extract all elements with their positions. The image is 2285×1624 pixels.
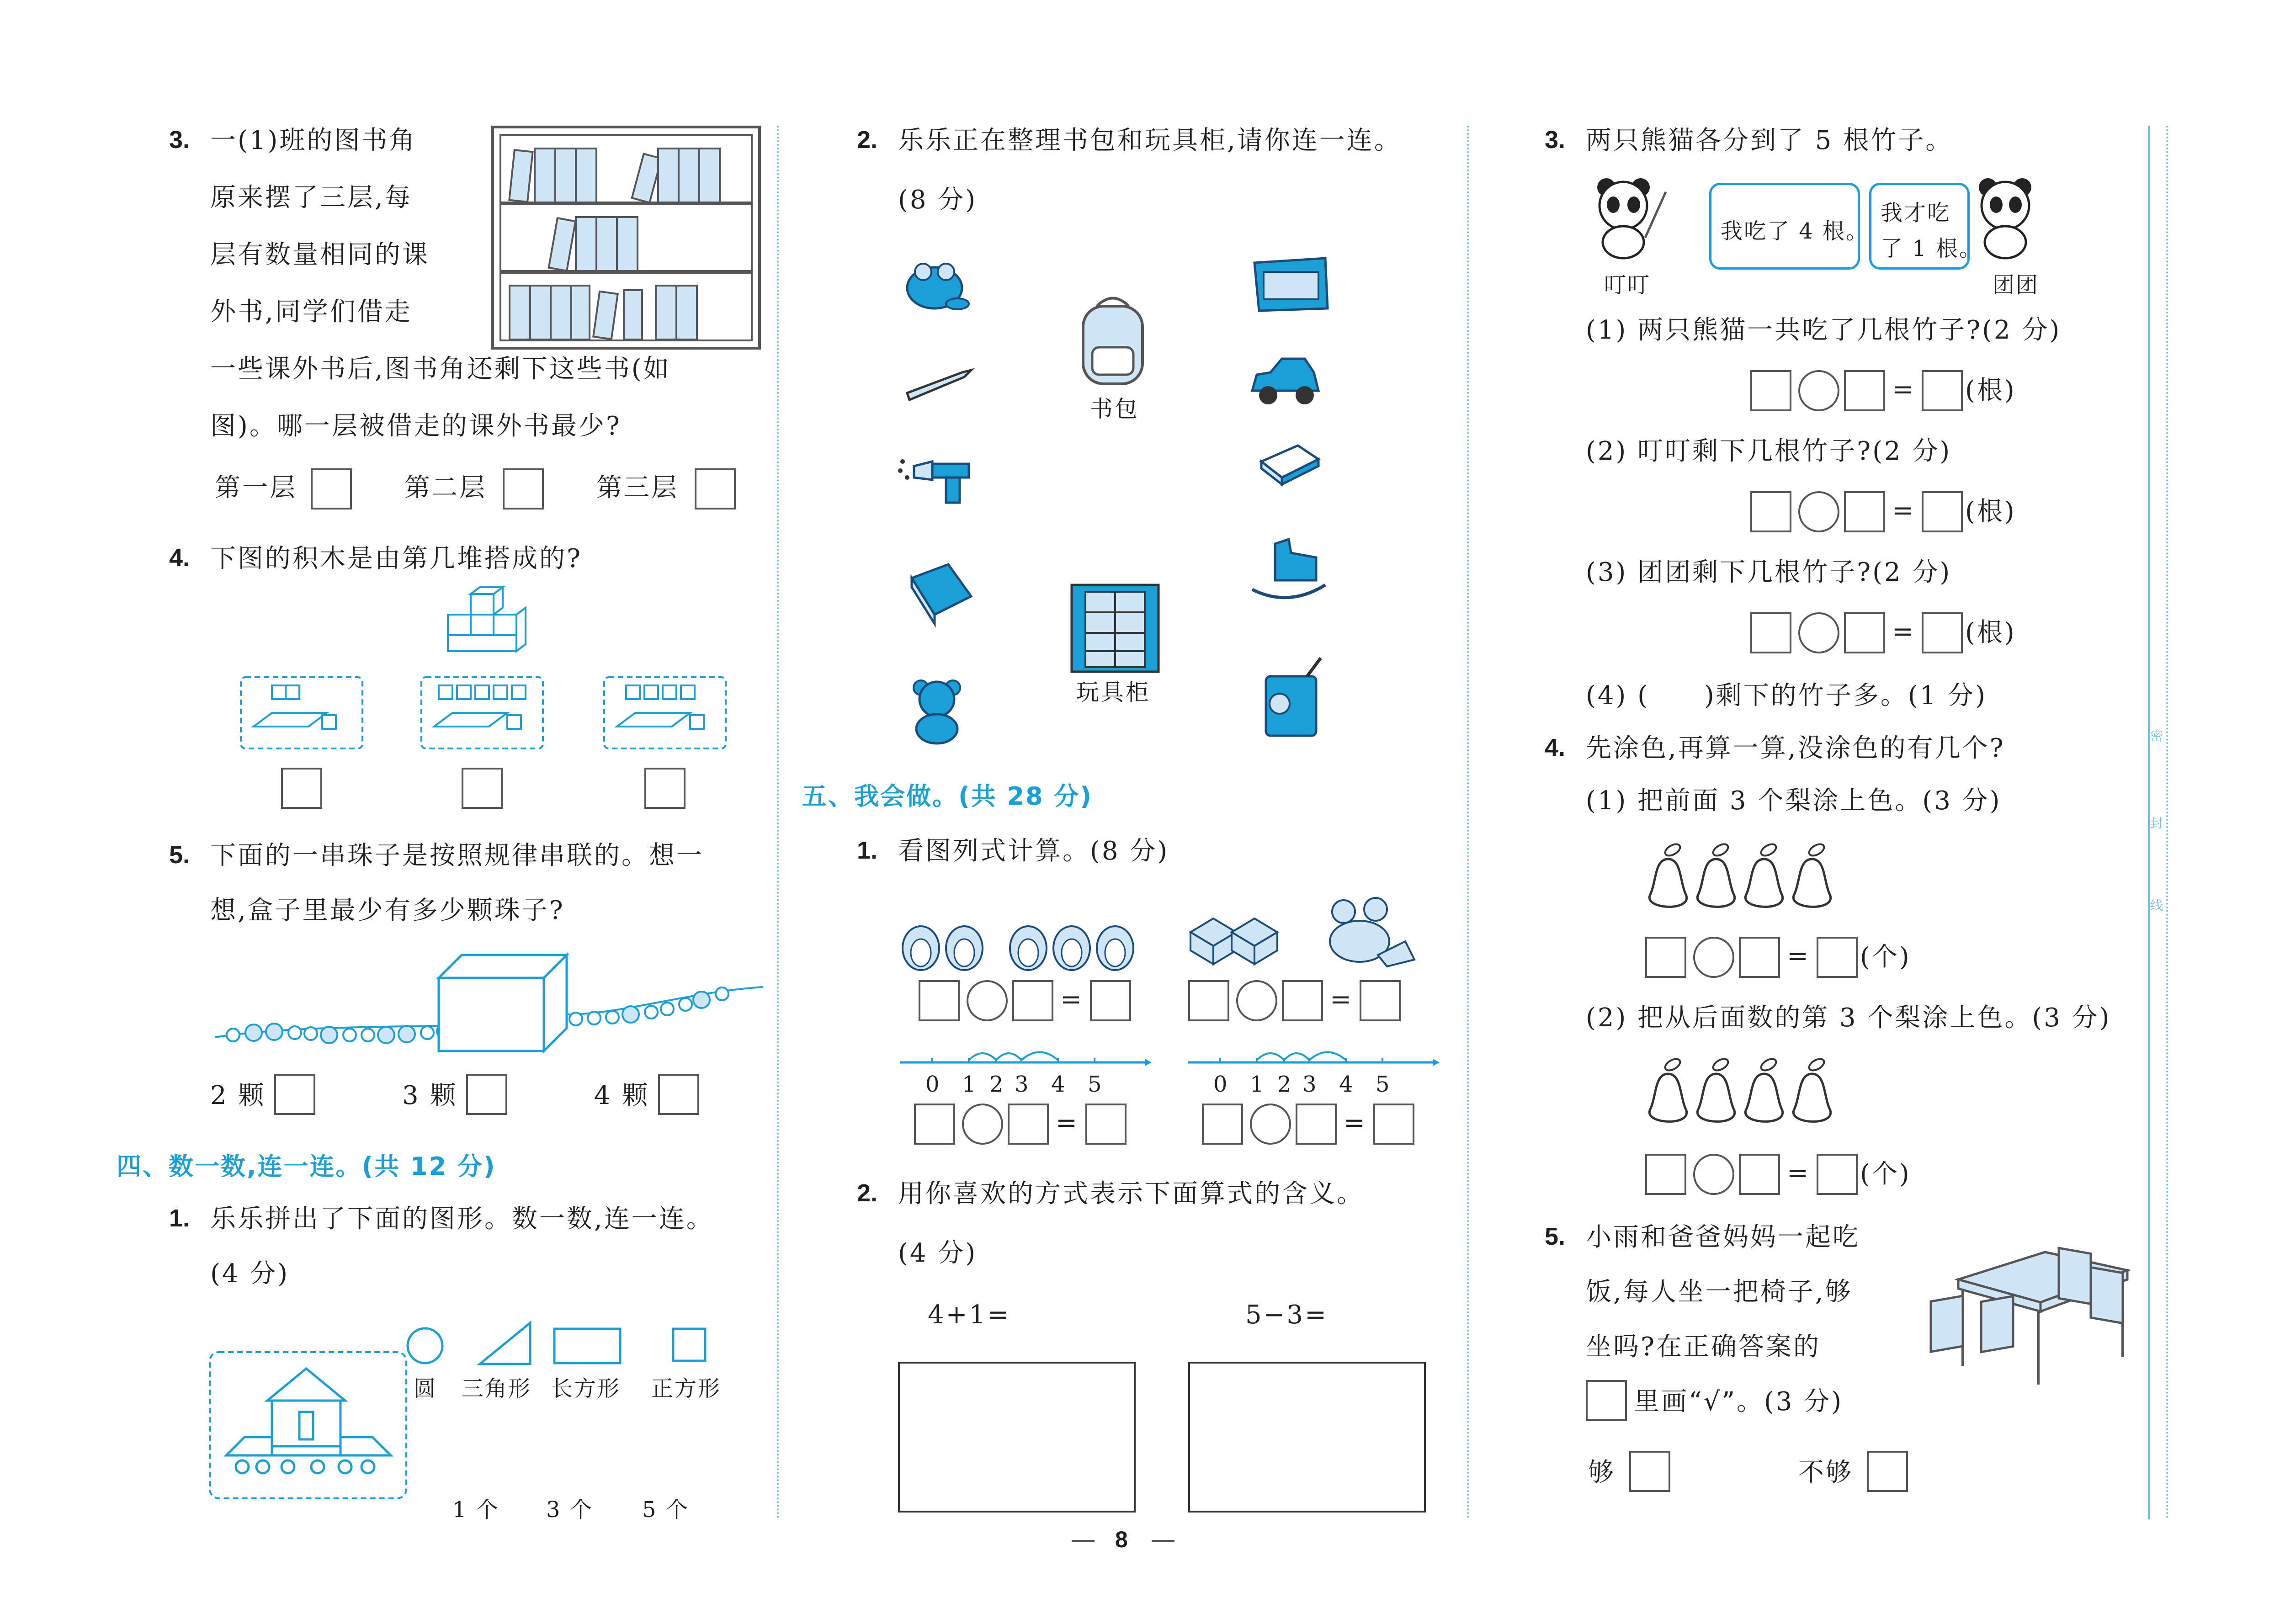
answer-box[interactable] <box>281 768 322 809</box>
answer-box[interactable] <box>1750 370 1791 411</box>
sub-question: (2) 把从后面数的第 3 个梨涂上色。(3 分) <box>1586 1003 2111 1033</box>
operator-circle[interactable] <box>1250 1104 1291 1145</box>
bubble-text: 了 1 根。 <box>1881 236 1983 261</box>
pencil-sharpener-icon <box>1257 653 1330 740</box>
book-icon <box>903 560 980 628</box>
answer-box[interactable] <box>1750 612 1791 653</box>
q3-line: 原来摆了三层,每 <box>210 183 412 212</box>
q5-line: 下面的一串珠子是按照规律串联的。想一 <box>210 841 704 870</box>
eraser-icon <box>1254 439 1323 489</box>
answer-box[interactable] <box>1373 1104 1414 1145</box>
equals-sign: = <box>1787 941 1808 971</box>
shape-label: 三角形 <box>462 1376 532 1401</box>
equals-sign: = <box>1056 1108 1077 1138</box>
block-stack-image <box>443 589 526 658</box>
frog-toy-icon <box>903 256 971 315</box>
answer-box[interactable] <box>462 768 503 809</box>
operator-circle[interactable] <box>962 1104 1003 1145</box>
answer-box[interactable] <box>695 468 736 509</box>
question-number: 2. <box>857 126 878 154</box>
expression-2: 5−3= <box>1245 1300 1328 1330</box>
q3-line: 一些课外书后,图书角还剩下这些书(如 <box>210 354 671 384</box>
page-number: 8 <box>1115 1527 1128 1552</box>
teddy-bear-icon <box>905 676 969 745</box>
equals-sign: = <box>1330 985 1351 1014</box>
rocking-horse-icon <box>1248 535 1330 608</box>
operator-circle[interactable] <box>1798 491 1839 532</box>
equals-sign: = <box>1892 375 1913 404</box>
equals-sign: = <box>1344 1108 1365 1138</box>
answer-box[interactable] <box>644 768 686 809</box>
panda-tuantuan-icon <box>1970 178 2047 260</box>
bag-label: 书包 <box>1090 396 1139 422</box>
sub-question: (1) 把前面 3 个梨涂上色。(3 分) <box>1586 786 2002 816</box>
number-line-2 <box>1184 1042 1440 1074</box>
column-divider <box>777 126 779 1519</box>
answer-box[interactable] <box>1739 937 1780 978</box>
unit-label: (个) <box>1860 1159 1911 1189</box>
cabinet-label: 玩具柜 <box>1076 679 1150 706</box>
pears-row-2 <box>1645 1056 1851 1129</box>
pencil-case-icon <box>1248 249 1334 318</box>
q5-line: 饭,每人坐一把椅子,够 <box>1586 1277 1853 1307</box>
drawing-area[interactable] <box>1188 1362 1426 1513</box>
s4q1-line: (4 分) <box>210 1259 290 1289</box>
table-chairs-image <box>1926 1220 2141 1394</box>
bubble-text: 我吃了 4 根。 <box>1721 218 1870 244</box>
question-number: 5. <box>1545 1223 1566 1250</box>
expression-1: 4+1= <box>928 1300 1011 1330</box>
q4-text: 先涂色,再算一算,没涂色的有几个? <box>1586 733 2005 763</box>
q3-text: 两只熊猫各分到了 5 根竹子。 <box>1586 126 1953 155</box>
tick-label: 2 <box>1277 1072 1293 1097</box>
answer-box[interactable] <box>1586 1380 1627 1421</box>
footer-dash <box>1072 1540 1095 1542</box>
panda-name: 团团 <box>1993 272 2040 298</box>
operator-circle[interactable] <box>1693 1154 1734 1195</box>
answer-box[interactable] <box>1817 1154 1858 1195</box>
speech-bubble <box>1709 183 1870 270</box>
s5q1-text: 看图列式计算。(8 分) <box>898 836 1169 866</box>
seal-line-char: 线 <box>2150 898 2163 913</box>
tick-label: 3 <box>1302 1072 1318 1097</box>
unit-label: (个) <box>1860 942 1911 972</box>
answer-box[interactable] <box>503 468 544 509</box>
section-heading: 五、我会做。(共 28 分) <box>802 782 1093 811</box>
toy-car-icon <box>1245 352 1323 411</box>
number-line-1 <box>896 1042 1152 1074</box>
sub-question: (3) 团团剩下几根竹子?(2 分) <box>1586 557 1952 587</box>
tick-label: 2 <box>989 1072 1005 1097</box>
count-label: 5 个 <box>642 1497 689 1523</box>
answer-box[interactable] <box>1008 1104 1049 1145</box>
q2-line: 乐乐正在整理书包和玩具柜,请你连一连。 <box>898 126 1402 155</box>
answer-box[interactable] <box>1296 1104 1337 1145</box>
answer-box[interactable] <box>1202 1104 1243 1145</box>
answer-box[interactable] <box>1629 1451 1670 1492</box>
operator-circle[interactable] <box>1798 370 1839 411</box>
shape-circle-icon <box>404 1325 446 1366</box>
q4-text: 下图的积木是由第几堆搭成的? <box>210 544 583 573</box>
answer-box[interactable] <box>919 980 960 1021</box>
q5-line: 想,盒子里最少有多少颗珠子? <box>210 896 565 925</box>
answer-box[interactable] <box>274 1074 315 1115</box>
answer-box[interactable] <box>1922 370 1963 411</box>
pears-row-1 <box>1645 841 1851 914</box>
tick-label: 5 <box>1376 1072 1391 1097</box>
option-label: 第一层 <box>215 473 297 503</box>
question-number: 3. <box>169 126 190 154</box>
q3-line: 外书,同学们借走 <box>210 297 412 327</box>
shape-triangle-icon <box>475 1321 535 1366</box>
unit-label: (根) <box>1965 618 2016 647</box>
answer-box[interactable] <box>1750 491 1791 532</box>
bead-string-image <box>210 946 768 1056</box>
answer-box[interactable] <box>1867 1451 1908 1492</box>
question-number: 1. <box>857 837 878 864</box>
count-label: 3 个 <box>546 1497 593 1523</box>
margin-dotted-line <box>2166 126 2168 1519</box>
bubble-text: 我才吃 <box>1881 200 1951 226</box>
unit-label: (根) <box>1965 497 2016 526</box>
sub-question: (4) ( )剩下的竹子多。(1 分) <box>1586 681 1987 711</box>
question-number: 3. <box>1545 126 1566 154</box>
drawing-area[interactable] <box>898 1362 1136 1513</box>
water-gun-icon <box>896 452 978 507</box>
operator-circle[interactable] <box>1798 612 1839 653</box>
answer-box[interactable] <box>1922 491 1963 532</box>
q3-line: 层有数量相同的课 <box>210 240 430 270</box>
operator-circle[interactable] <box>1693 937 1734 978</box>
footer-dash <box>1152 1540 1174 1542</box>
column-divider <box>1467 126 1469 1519</box>
answer-box[interactable] <box>1922 612 1963 653</box>
answer-box[interactable] <box>1844 370 1885 411</box>
margin-line <box>2148 126 2150 1519</box>
tick-label: 4 <box>1051 1072 1067 1097</box>
shape-square-icon <box>672 1327 708 1364</box>
answer-box[interactable] <box>1739 1154 1780 1195</box>
answer-box[interactable] <box>1645 937 1686 978</box>
operator-circle[interactable] <box>1236 980 1277 1021</box>
answer-box[interactable] <box>914 1104 955 1145</box>
q3-line: 图)。哪一层被借走的课外书最少? <box>210 411 622 441</box>
equals-sign: = <box>1060 985 1082 1014</box>
option-label: 第二层 <box>404 473 487 503</box>
option-label: 2 颗 <box>210 1081 266 1110</box>
tick-label: 5 <box>1088 1072 1103 1097</box>
option-label: 3 颗 <box>402 1081 458 1110</box>
panda-name: 叮叮 <box>1604 272 1651 298</box>
panda-dingding-icon <box>1581 178 1673 260</box>
penguins-image <box>896 909 1161 973</box>
shape-label: 长方形 <box>551 1376 621 1401</box>
pencil-icon <box>903 366 980 402</box>
speech-bubble <box>1869 183 1983 270</box>
shape-label: 圆 <box>414 1376 437 1401</box>
equals-sign: = <box>1892 496 1913 525</box>
cheese-mouse-image <box>1186 891 1419 971</box>
q5-line: 小雨和爸爸妈妈一起吃 <box>1586 1222 1860 1252</box>
shape-label: 正方形 <box>651 1376 722 1401</box>
q2-line: (8 分) <box>898 185 978 215</box>
sub-question: (2) 叮叮剩下几根竹子?(2 分) <box>1586 436 1952 466</box>
option-label: 不够 <box>1798 1458 1853 1487</box>
tick-label: 3 <box>1015 1072 1030 1097</box>
answer-box[interactable] <box>1360 980 1401 1021</box>
tick-label: 0 <box>1213 1072 1229 1097</box>
tick-label: 4 <box>1339 1072 1355 1097</box>
question-number: 4. <box>1545 734 1566 761</box>
equals-sign: = <box>1787 1158 1808 1188</box>
tick-label: 1 <box>1250 1072 1265 1097</box>
sub-question: (1) 两只熊猫一共吃了几根竹子?(2 分) <box>1586 315 2062 345</box>
tick-label: 0 <box>925 1072 941 1097</box>
block-option-3 <box>603 676 727 749</box>
answer-box[interactable] <box>658 1074 699 1115</box>
question-number: 2. <box>857 1179 878 1207</box>
question-number: 1. <box>169 1205 190 1232</box>
question-number: 5. <box>169 841 190 869</box>
q5-line: 里画“√”。(3 分) <box>1634 1387 1844 1417</box>
equals-sign: = <box>1892 617 1913 647</box>
answer-box[interactable] <box>1012 980 1053 1021</box>
option-label: 够 <box>1588 1458 1615 1487</box>
section-heading: 四、数一数,连一连。(共 12 分) <box>117 1152 496 1181</box>
q5-line: 坐吗?在正确答案的 <box>1586 1332 1821 1362</box>
house-figure-image <box>208 1350 409 1501</box>
bookshelf-image <box>491 126 761 350</box>
answer-box[interactable] <box>1188 980 1229 1021</box>
seal-line-char: 密 <box>2150 729 2163 744</box>
answer-box[interactable] <box>1282 980 1323 1021</box>
s5q2-line: (4 分) <box>898 1238 978 1268</box>
operator-circle[interactable] <box>967 980 1008 1021</box>
answer-box[interactable] <box>311 468 352 509</box>
seal-line-char: 封 <box>2150 816 2163 831</box>
count-label: 1 个 <box>452 1497 500 1523</box>
q3-line: 一(1)班的图书角 <box>210 126 417 155</box>
answer-box[interactable] <box>1085 1104 1127 1145</box>
answer-box[interactable] <box>1090 980 1131 1021</box>
answer-box[interactable] <box>466 1074 507 1115</box>
tick-label: 1 <box>962 1072 978 1097</box>
answer-box[interactable] <box>1817 937 1858 978</box>
question-number: 4. <box>169 544 190 572</box>
unit-label: (根) <box>1965 376 2016 405</box>
s4q1-line: 乐乐拼出了下面的图形。数一数,连一连。 <box>210 1204 714 1234</box>
backpack-icon <box>1069 292 1156 393</box>
answer-box[interactable] <box>1844 491 1885 532</box>
option-label: 4 颗 <box>594 1081 650 1110</box>
answer-box[interactable] <box>1645 1154 1686 1195</box>
block-option-2 <box>420 676 544 749</box>
block-option-1 <box>240 676 363 749</box>
option-label: 第三层 <box>596 473 679 503</box>
toy-cabinet-icon <box>1065 580 1165 676</box>
shape-rectangle-icon <box>553 1327 622 1366</box>
s5q2-line: 用你喜欢的方式表示下面算式的含义。 <box>898 1179 1364 1209</box>
answer-box[interactable] <box>1844 612 1885 653</box>
